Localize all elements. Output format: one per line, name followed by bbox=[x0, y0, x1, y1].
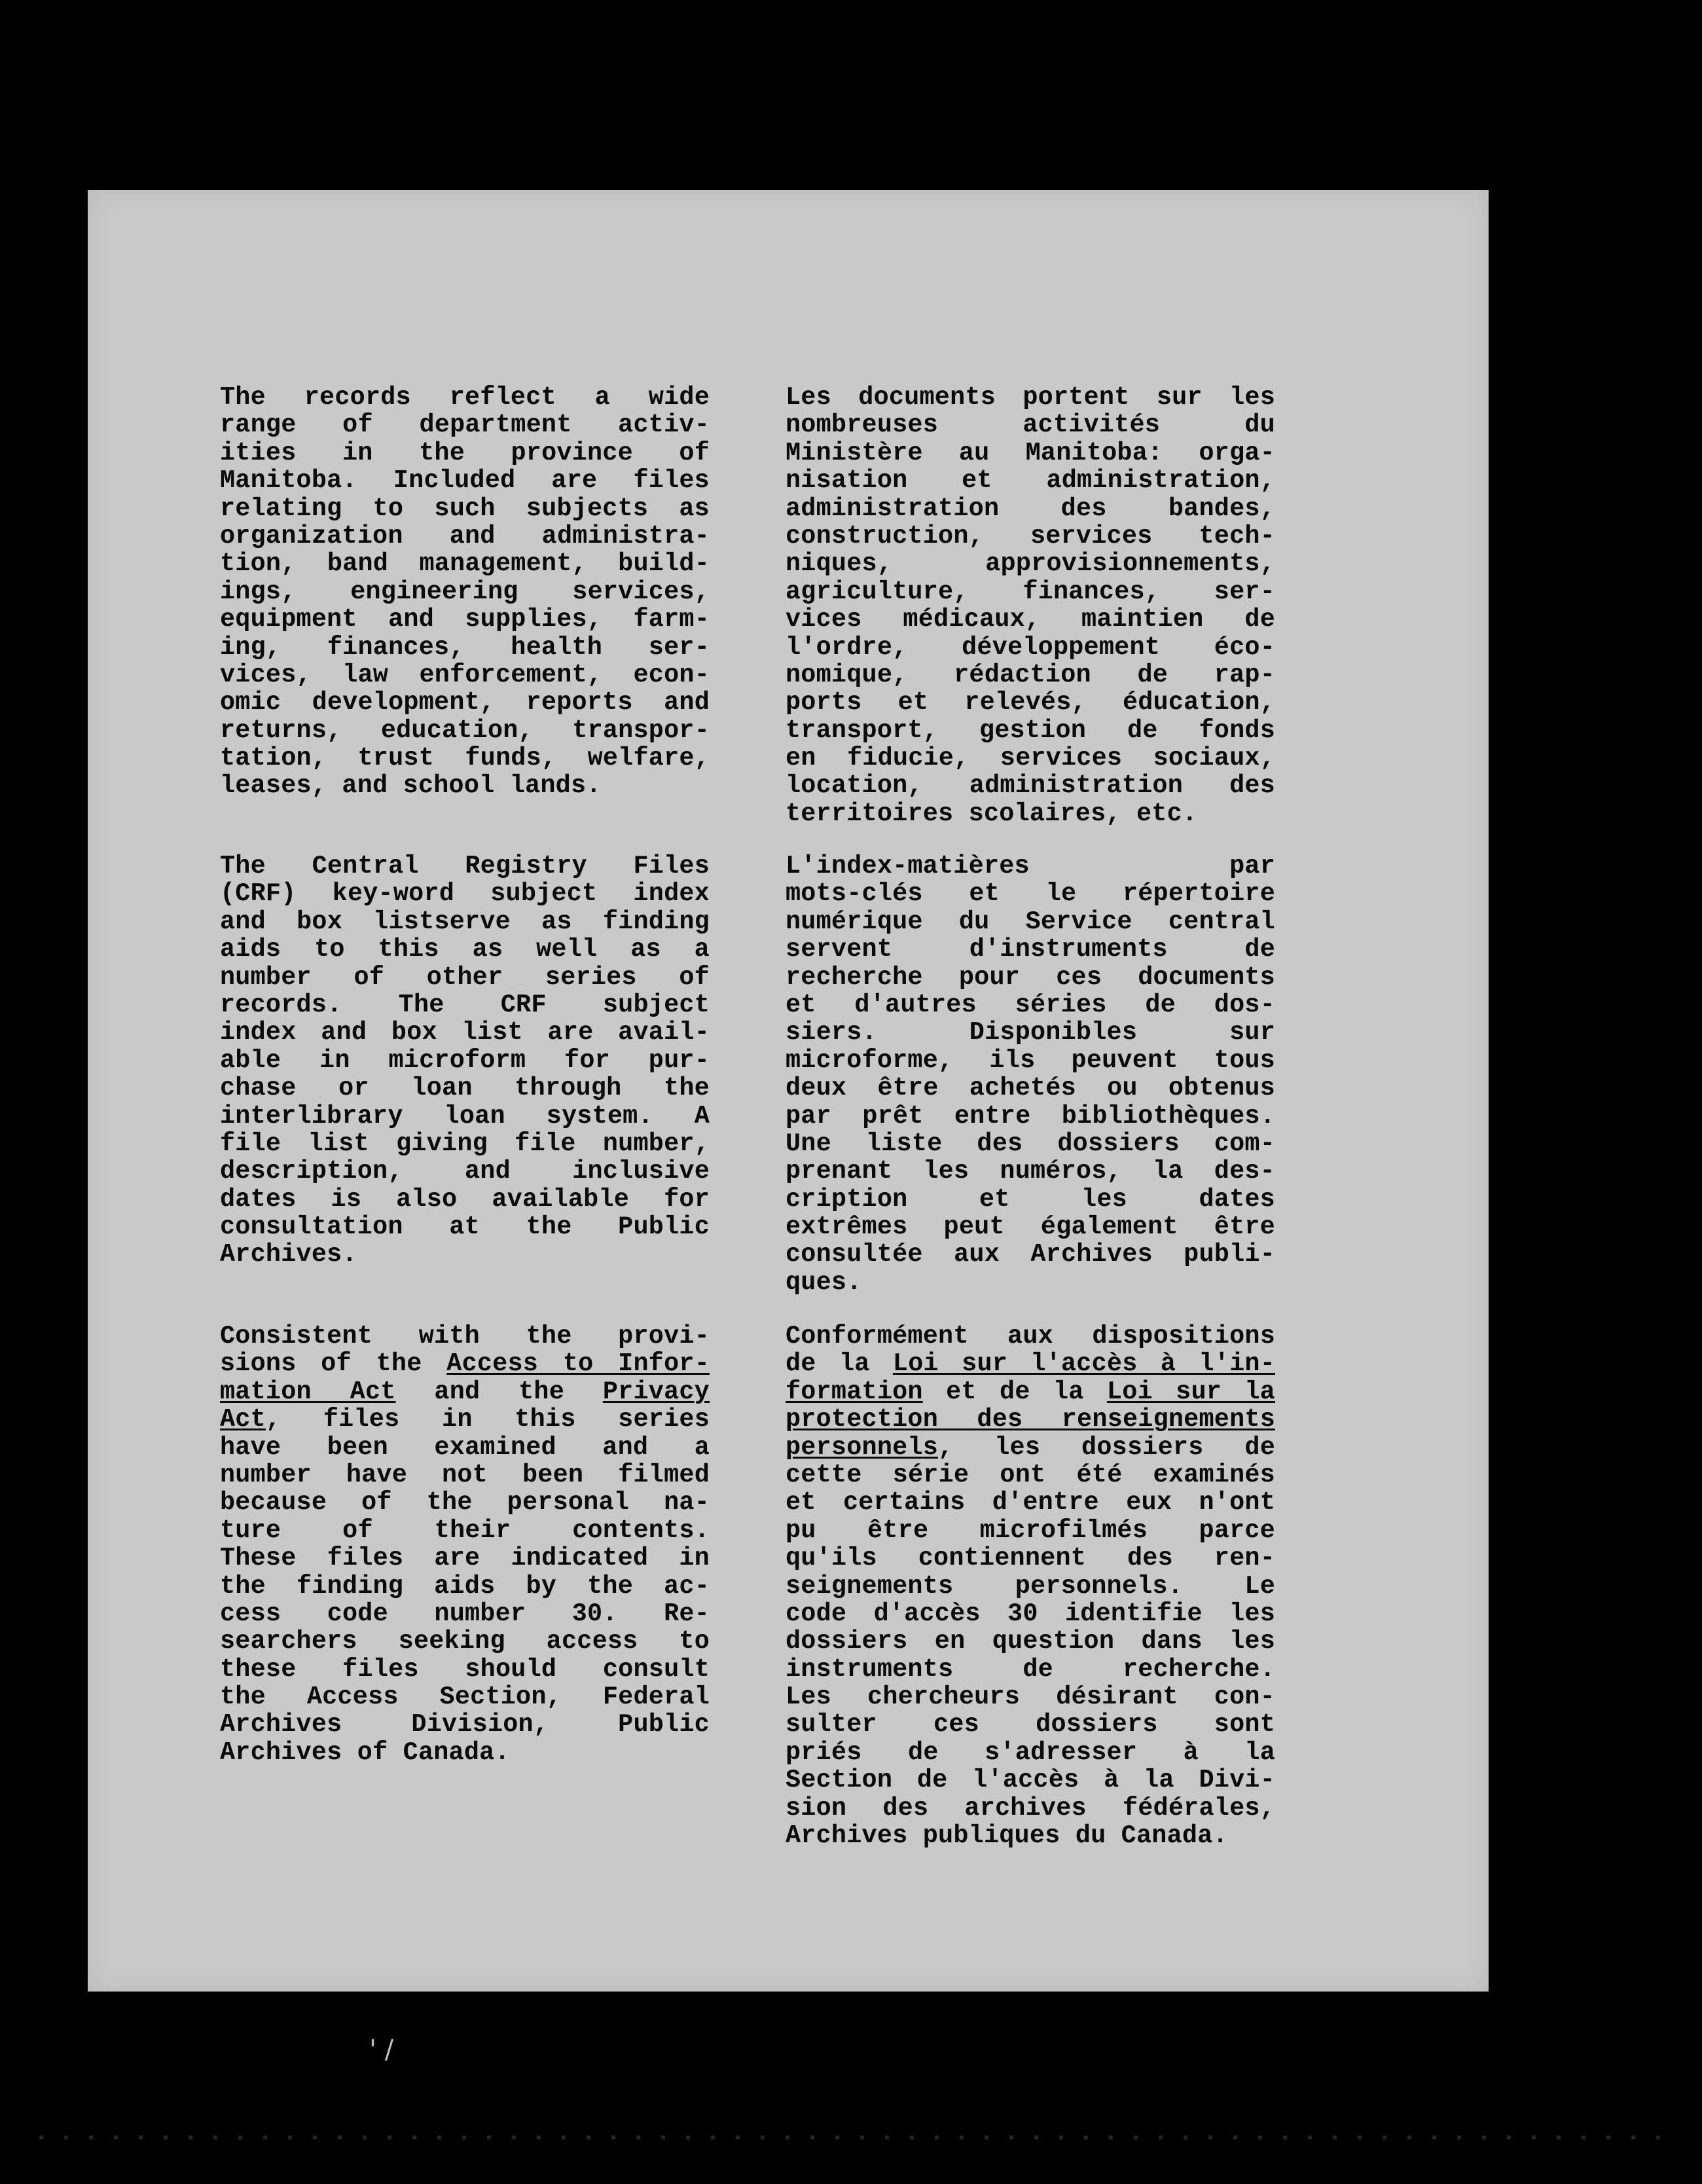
text-line: index and box list are avail- bbox=[220, 1019, 710, 1047]
text-line: dates is also available for bbox=[220, 1185, 710, 1214]
text-line: nombreuses activités du bbox=[786, 411, 1275, 439]
text-fragment: and the bbox=[395, 1377, 603, 1406]
text-line: returns, education, transpor- bbox=[220, 716, 710, 745]
text-fragment: de la bbox=[786, 1350, 893, 1378]
text-line: ities in the province of bbox=[220, 439, 710, 467]
text-line: construction, services tech- bbox=[786, 522, 1275, 551]
loi-title-underlined: Loi sur la bbox=[1106, 1377, 1275, 1406]
text-line: because of the personal na- bbox=[220, 1489, 710, 1517]
text-line: agriculture, finances, ser- bbox=[786, 577, 1275, 606]
text-line: number of other series of bbox=[220, 963, 710, 991]
text-line: The Central Registry Files bbox=[220, 852, 710, 881]
french-paragraph-acces bbox=[786, 1322, 1275, 1849]
text-line bbox=[786, 1378, 1275, 1406]
text-line: records. The CRF subject bbox=[220, 991, 710, 1019]
text-line: administration des bandes, bbox=[786, 494, 1275, 522]
text-line: Les documents portent sur les bbox=[786, 384, 1275, 412]
text-line: consultation at the Public bbox=[220, 1213, 710, 1241]
text-line: cette série ont été examinés bbox=[786, 1461, 1275, 1489]
text-line: searchers seeking access to bbox=[220, 1628, 710, 1656]
text-line: recherche pour ces documents bbox=[786, 963, 1275, 991]
text-line: Archives. bbox=[220, 1241, 357, 1269]
scan-noise-strip bbox=[39, 2136, 1663, 2139]
text-line: ing, finances, health ser- bbox=[220, 633, 710, 661]
act-title-underlined: Act bbox=[220, 1406, 266, 1434]
text-fragment: , files in this series bbox=[265, 1406, 710, 1434]
text-line: numérique du Service central bbox=[786, 907, 1275, 936]
text-line: Une liste des dossiers com- bbox=[786, 1129, 1275, 1158]
text-line: range of department activ- bbox=[220, 411, 710, 439]
text-line bbox=[220, 1350, 710, 1377]
text-fragment: et de la bbox=[922, 1377, 1107, 1406]
text-line bbox=[220, 1406, 710, 1433]
text-line bbox=[786, 1434, 1275, 1461]
text-line: microforme, ils peuvent tous bbox=[786, 1046, 1275, 1075]
text-line: ture of their contents. bbox=[220, 1516, 710, 1545]
text-line: Conformément aux dispositions bbox=[786, 1322, 1275, 1351]
text-line: qu'ils contiennent des ren- bbox=[786, 1544, 1275, 1573]
text-line: cess code number 30. Re- bbox=[220, 1599, 710, 1628]
loi-title-underlined: protection des renseignements bbox=[786, 1406, 1275, 1434]
text-line: organization and administra- bbox=[220, 522, 710, 551]
text-fragment: sions of the bbox=[220, 1350, 447, 1378]
text-line: cription et les dates bbox=[786, 1185, 1275, 1214]
text-line: Les chercheurs désirant con- bbox=[786, 1683, 1275, 1711]
text-line: dossiers en question dans les bbox=[786, 1628, 1275, 1656]
text-line: aids to this as well as a bbox=[220, 936, 710, 964]
text-line: instruments de recherche. bbox=[786, 1655, 1275, 1684]
text-line: nisation et administration, bbox=[786, 467, 1275, 495]
text-line: et certains d'entre eux n'ont bbox=[786, 1489, 1275, 1517]
text-line: tation, trust funds, welfare, bbox=[220, 744, 710, 773]
text-fragment: , les dossiers de bbox=[938, 1433, 1275, 1461]
text-line: sion des archives fédérales, bbox=[786, 1794, 1275, 1823]
text-line: the finding aids by the ac- bbox=[220, 1572, 710, 1600]
text-line: extrêmes peut également être bbox=[786, 1213, 1275, 1241]
text-line: and box listserve as finding bbox=[220, 907, 710, 936]
text-line: par prêt entre bibliothèques. bbox=[786, 1102, 1275, 1130]
scanned-page bbox=[88, 190, 1489, 1992]
text-line: location, administration des bbox=[786, 772, 1275, 800]
text-line: Archives Division, Public bbox=[220, 1711, 710, 1739]
text-line: code d'accès 30 identifie les bbox=[786, 1599, 1275, 1628]
text-line: omic development, reports and bbox=[220, 689, 710, 717]
text-line: pu être microfilmés parce bbox=[786, 1516, 1275, 1545]
text-line: deux être achetés ou obtenus bbox=[786, 1074, 1275, 1102]
text-line: description, and inclusive bbox=[220, 1157, 710, 1186]
text-line: these files should consult bbox=[220, 1655, 710, 1684]
text-line: relating to such subjects as bbox=[220, 494, 710, 522]
loi-title-underlined: personnels bbox=[786, 1433, 939, 1461]
english-paragraph-records bbox=[220, 384, 710, 800]
french-paragraph-index bbox=[786, 852, 1275, 1296]
text-line: leases, and school lands. bbox=[220, 772, 602, 800]
act-title-underlined: Privacy bbox=[602, 1377, 710, 1406]
loi-title-underlined: formation bbox=[786, 1377, 923, 1406]
text-line: sulter ces dossiers sont bbox=[786, 1711, 1275, 1739]
text-line: able in microform for pur- bbox=[220, 1046, 710, 1075]
text-line: transport, gestion de fonds bbox=[786, 716, 1275, 745]
french-paragraph-documents bbox=[786, 384, 1275, 828]
text-line bbox=[220, 1378, 710, 1406]
text-line: siers. Disponibles sur bbox=[786, 1019, 1275, 1047]
text-line: tion, band management, build- bbox=[220, 550, 710, 578]
text-line: et d'autres séries de dos- bbox=[786, 991, 1275, 1019]
text-line: The records reflect a wide bbox=[220, 384, 710, 412]
act-title-underlined: Access to Infor- bbox=[446, 1350, 710, 1378]
text-line: vices médicaux, maintien de bbox=[786, 606, 1275, 634]
text-line: These files are indicated in bbox=[220, 1544, 710, 1573]
text-line: interlibrary loan system. A bbox=[220, 1102, 710, 1130]
english-paragraph-access bbox=[220, 1322, 710, 1766]
text-line: the Access Section, Federal bbox=[220, 1683, 710, 1711]
text-line: have been examined and a bbox=[220, 1433, 710, 1461]
text-line: chase or loan through the bbox=[220, 1074, 710, 1102]
english-paragraph-finding-aids bbox=[220, 852, 710, 1269]
text-line: Archives of Canada. bbox=[220, 1738, 510, 1767]
text-line: Ministère au Manitoba: orga- bbox=[786, 439, 1275, 467]
text-line: ports et relevés, éducation, bbox=[786, 689, 1275, 717]
scan-speck: ' / bbox=[369, 2035, 394, 2065]
text-line: vices, law enforcement, econ- bbox=[220, 661, 710, 689]
text-line: consultée aux Archives publi- bbox=[786, 1241, 1275, 1269]
text-line: L'index-matières par bbox=[786, 852, 1275, 881]
text-line: ings, engineering services, bbox=[220, 577, 710, 606]
text-line: Archives publiques du Canada. bbox=[786, 1822, 1228, 1850]
text-line: prenant les numéros, la des- bbox=[786, 1157, 1275, 1186]
text-line: territoires scolaires, etc. bbox=[786, 799, 1198, 828]
text-line: l'ordre, développement éco- bbox=[786, 633, 1275, 661]
text-line bbox=[786, 1350, 1275, 1377]
text-line: mots-clés et le répertoire bbox=[786, 880, 1275, 908]
text-line bbox=[786, 1406, 1275, 1433]
text-line: Consistent with the provi- bbox=[220, 1322, 710, 1351]
text-line: file list giving file number, bbox=[220, 1129, 710, 1158]
text-line: priés de s'adresser à la bbox=[786, 1738, 1275, 1767]
text-line: en fiducie, services sociaux, bbox=[786, 744, 1275, 773]
text-line: Section de l'accès à la Divi- bbox=[786, 1766, 1275, 1794]
text-line: Manitoba. Included are files bbox=[220, 467, 710, 495]
loi-title-underlined: Loi sur l'accès à l'in- bbox=[892, 1350, 1275, 1378]
text-line: number have not been filmed bbox=[220, 1461, 710, 1489]
text-line: niques, approvisionnements, bbox=[786, 550, 1275, 578]
text-line: servent d'instruments de bbox=[786, 936, 1275, 964]
text-line: (CRF) key-word subject index bbox=[220, 880, 710, 908]
act-title-underlined: mation Act bbox=[220, 1377, 396, 1406]
text-line: nomique, rédaction de rap- bbox=[786, 661, 1275, 689]
text-line: ques. bbox=[786, 1268, 862, 1297]
text-line: equipment and supplies, farm- bbox=[220, 606, 710, 634]
text-line: seignements personnels. Le bbox=[786, 1572, 1275, 1600]
